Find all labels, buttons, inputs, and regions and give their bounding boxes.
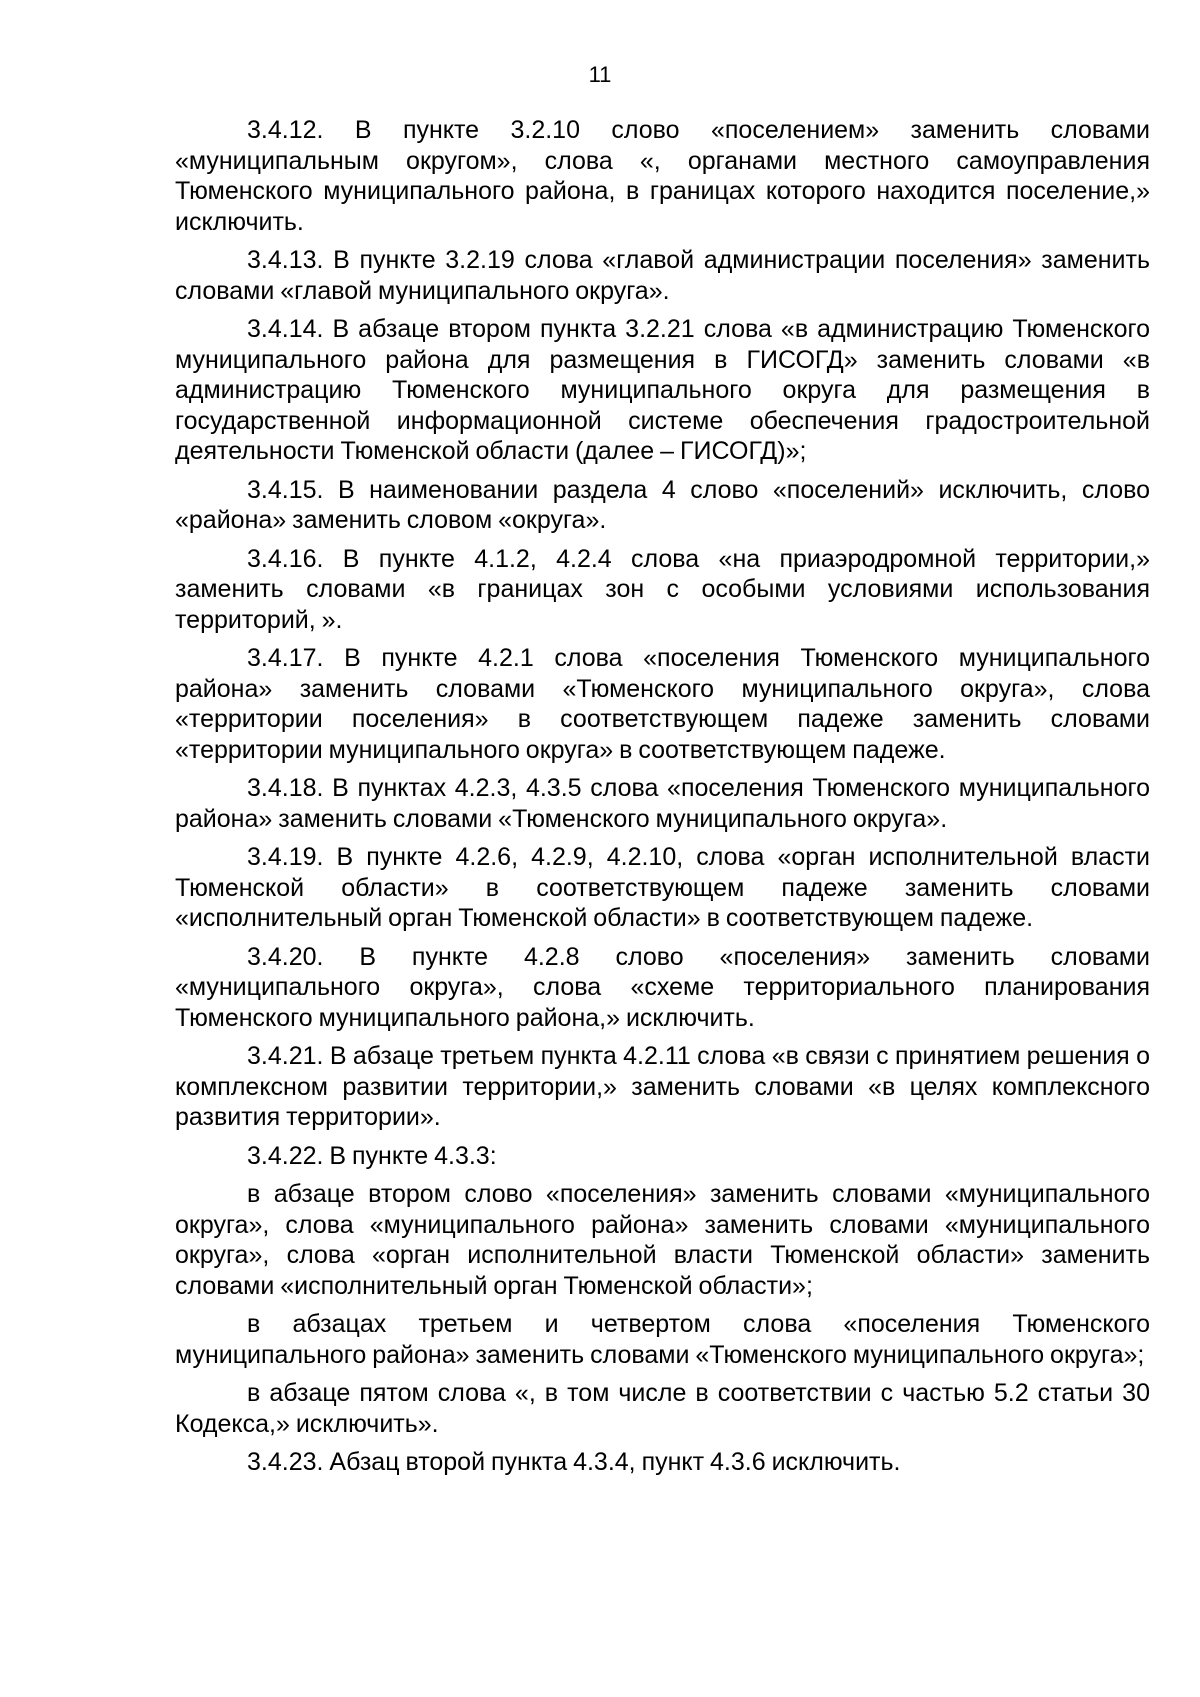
paragraph-3-4-15: 3.4.15. В наименовании раздела 4 слово «поселений» исключить, слово «района» заменить словом «округа». bbox=[175, 475, 1150, 534]
paragraph-3-4-14: 3.4.14. В абзаце втором пункта 3.2.21 слова «в администрацию Тюменского муниципального района для размещения в ГИСОГД» заменить словами «в администрацию Тюменского муниципального округа для размещения в государственной информационной системе обеспечения градостроительной деятельности Тюменской области (далее – ГИСОГД)»; bbox=[175, 315, 1150, 465]
paragraph-3-4-22-item-1: в абзаце втором слово «поселения» заменить словами «муниципального округа», слова «муниципального района» заменить словами «муниципального округа», слова «орган исполнительной власти Тюменской области» заменить словами «исполнительный орган Тюменской области»; bbox=[175, 1180, 1150, 1300]
paragraph-3-4-23: 3.4.23. Абзац второй пункта 4.3.4, пункт 4.3.6 исключить. bbox=[247, 1448, 901, 1476]
paragraph-3-4-21: 3.4.21. В абзаце третьем пункта 4.2.11 слова «в связи с принятием решения о комплексном развитии территории,» заменить словами «в целях комплексного развития территории». bbox=[175, 1042, 1150, 1131]
page-number: 11 bbox=[588, 62, 612, 87]
paragraph-3-4-19: 3.4.19. В пункте 4.2.6, 4.2.9, 4.2.10, слова «орган исполнительной власти Тюменской области» в соответствующем падеже заменить словами «исполнительный орган Тюменской области» в соответствующем падеже. bbox=[175, 843, 1150, 932]
paragraph-3-4-17: 3.4.17. В пункте 4.2.1 слова «поселения Тюменского муниципального района» заменить словами «Тюменского муниципального округа», слова «территории поселения» в соответствующем падеже заменить словами «территории муниципального округа» в соответствующем падеже. bbox=[175, 644, 1150, 764]
paragraph-3-4-16: 3.4.16. В пункте 4.1.2, 4.2.4 слова «на приаэродромной территории,» заменить словами «в границах зон с особыми условиями использования территорий, ». bbox=[175, 544, 1150, 634]
paragraph-3-4-22-item-3: в абзаце пятом слова «, в том числе в соответствии с частью 5.2 статьи 30 Кодекса,» исключить». bbox=[175, 1379, 1150, 1438]
document-body bbox=[175, 115, 1150, 1478]
paragraph-3-4-20: 3.4.20. В пункте 4.2.8 слово «поселения» заменить словами «муниципального округа», слова «схеме территориального планирования Тюменского муниципального района,» исключить. bbox=[175, 942, 1150, 1032]
paragraph-3-4-22: 3.4.22. В пункте 4.3.3: bbox=[247, 1141, 497, 1170]
paragraph-3-4-12: 3.4.12. В пункте 3.2.10 слово «поселением» заменить словами «муниципальным округом», слова «, органами местного самоуправления Тюменского муниципального района, в границах которого находится поселение,» исключить. bbox=[175, 116, 1150, 236]
paragraph-3-4-22-item-2: в абзацах третьем и четвертом слова «поселения Тюменского муниципального района» заменить словами «Тюменского муниципального округа»; bbox=[175, 1310, 1150, 1369]
paragraph-3-4-13: 3.4.13. В пункте 3.2.19 слова «главой администрации поселения» заменить словами «главой муниципального округа». bbox=[175, 246, 1150, 305]
paragraph-3-4-18: 3.4.18. В пунктах 4.2.3, 4.3.5 слова «поселения Тюменского муниципального района» заменить словами «Тюменского муниципального округа». bbox=[175, 774, 1150, 833]
